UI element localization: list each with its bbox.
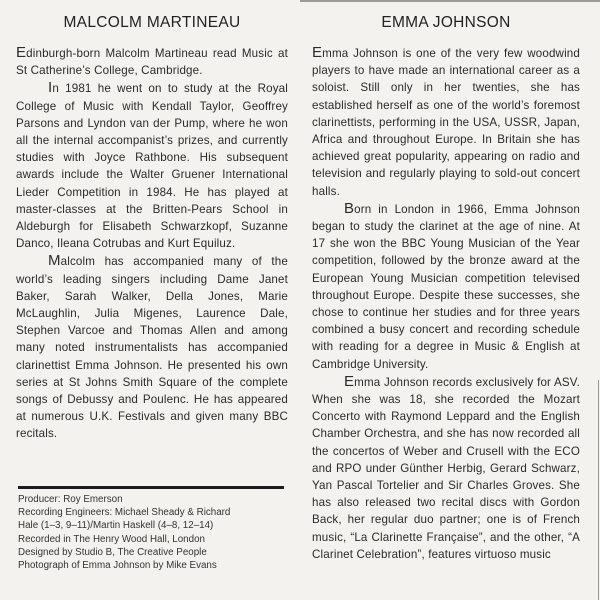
paragraph-text: orn in London in 1966, Emma Johnson began to study the clarinet at the age of nine. At 17 she won the BBC Young Musician of the Year competition, followed by the bronze award at the European Young Musician competition televised throughout Europe. Despite these successes, she chose to continue her studies and for three years combined a busy concert and recording schedule with reading for a degree in Music & English at Cambridge University.: [312, 202, 580, 371]
johnson-paragraph-3: [312, 373, 580, 563]
page-edge-right: [598, 380, 599, 600]
johnson-heading: EMMA JOHNSON: [381, 14, 511, 31]
initial-letter: I: [48, 79, 53, 97]
credit-design: Designed by Studio B, The Creative People: [18, 546, 207, 558]
initial-letter: M: [48, 252, 61, 270]
johnson-paragraph-1: [312, 44, 580, 200]
initial-letter: B: [344, 199, 355, 217]
paragraph-text: mma Johnson records exclusively for ASV. When she was 18, she recorded the Mozart Concerto with Raymond Leppard and the English Chamber Orchestra, and she has now recorded all the concertos of Weber and Crusell with the ECO and RPO under Günther Herbig, Gerard Schwarz, Yan Pascal Tortelier and Sir Charles Groves. She has also released two recital discs with Gordon Back, her regular duo partner; one is of French music, “La Clarinette Française”, and the other, “A Clarinet Celebration”, features virtuoso music: [312, 375, 580, 561]
credit-photo: Photograph of Emma Johnson by Mike Evans: [18, 560, 217, 572]
paragraph-text: alcolm has accompanied many of the world’s leading singers including Dame Janet Baker, Sarah Walker, Della Jones, Marie McLaughlin, Julia Migenes, Laurence Dale, Stephen Varcoe and Thomas Allen and among many noted instrumentalists has accompanied clarinettist Emma Johnson. He presented his own series at St Johns Smith Square of the complete songs of Debussy and Poulenc. He has appeared at numerous U.K. Festivals and given many BBC recitals.: [16, 255, 288, 441]
martineau-paragraph-1: [16, 44, 288, 79]
initial-letter: E: [312, 44, 323, 61]
paragraph-text: n 1981 he went on to study at the Royal College of Music with Kendall Taylor, Geoffrey Parsons and Lyndon van der Pump, where he won all the internal accompanist’s prizes, and currently studies with Joyce Rathbone. His subsequent awards include the Walter Gruener International Lieder Competition in 1984. He has played at master-classes at the Britten-Pears School in Aldeburgh for Elisabeth Schwarzkopf, Suzanne Danco, Ileana Cotrubas and Kurt Equiluz.: [16, 82, 288, 251]
credit-venue: Recorded in The Henry Wood Hall, London: [18, 533, 205, 545]
initial-letter: E: [16, 44, 27, 61]
credits-divider: [18, 486, 284, 489]
johnson-column: [312, 0, 580, 563]
credit-engineers-cont: Hale (1–3, 9–11)/Martin Haskell (4–8, 12–14): [18, 520, 214, 532]
credit-producer: Producer: Roy Emerson: [18, 494, 123, 505]
martineau-heading: MALCOLM MARTINEAU: [63, 14, 241, 31]
credits-block: [18, 493, 288, 572]
martineau-paragraph-2: [16, 79, 288, 252]
paragraph-text: dinburgh-born Malcolm Martineau read Music at St Catherine’s College, Cambridge.: [16, 47, 288, 78]
credit-engineers: Recording Engineers: Michael Sheady & Richard: [18, 507, 231, 519]
martineau-column: [16, 0, 288, 443]
paragraph-text: mma Johnson is one of the very few woodwind players to have made an international career as a soloist. Still only in her twenties, she has established herself as one of the world’s foremost clarinettists, performing in the USA, USSR, Japan, Africa and throughout Europe. In Britain she has achieved great popularity, appearing on radio and television and regularly playing to sold-out concert halls.: [312, 47, 580, 198]
johnson-paragraph-2: [312, 200, 580, 373]
martineau-paragraph-3: [16, 252, 288, 442]
initial-letter: E: [344, 372, 355, 390]
